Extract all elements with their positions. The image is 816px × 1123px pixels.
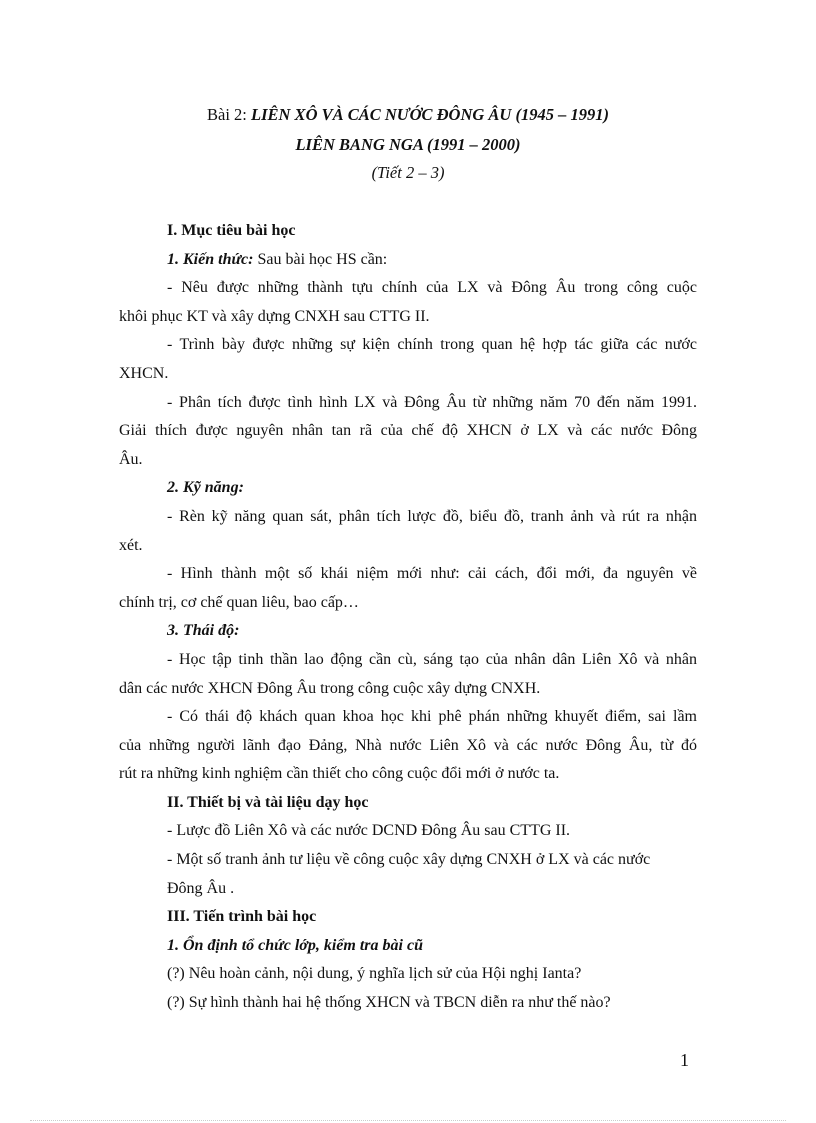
paragraph-line: khôi phục KT và xây dựng CNXH sau CTTG II. [119,307,430,325]
paragraph-line: của những người lãnh đạo Đảng, Nhà nước Liên Xô và các nước Đông Âu, từ đó [119,736,697,754]
paragraph-line: - Phân tích được tình hình LX và Đông Âu từ những năm 70 đến năm 1991. [167,393,697,411]
lesson-title-line1: LIÊN XÔ VÀ CÁC NƯỚC ĐÔNG ÂU (1945 – 1991) [251,105,609,124]
page-number: 1 [680,1050,689,1070]
paragraph-line: - Hình thành một số khái niệm mới như: cải cách, đổi mới, đa nguyên về [167,565,697,583]
paragraph-line: - Một số tranh ảnh tư liệu về công cuộc xây dựng CNXH ở LX và các nước [167,851,651,869]
lesson-title-line2: LIÊN BANG NGA (1991 – 2000) [295,135,521,154]
paragraph-line: dân các nước XHCN Đông Âu trong công cuộc xây dựng CNXH. [119,679,541,697]
paragraph-line: - Có thái độ khách quan khoa học khi phê phán những khuyết điểm, sai lầm [167,708,697,726]
section-heading: II. Thiết bị và tài liệu dạy học [167,793,369,811]
lesson-title [118,104,698,126]
section-heading: III. Tiến trình bài học [167,908,317,926]
section-heading: I. Mục tiêu bài học [167,222,296,239]
paragraph-line: Giải thích được nguyên nhân tan rã của chế độ XHCN ở LX và các nước Đông [119,422,697,440]
lesson-period: (Tiết 2 – 3) [371,163,445,182]
lesson-body [119,217,697,1018]
paragraph-line: chính trị, cơ chế quan liêu, bao cấp… [119,593,359,611]
paragraph-line: (?) Nêu hoàn cảnh, nội dung, ý nghĩa lịch sử của Hội nghị Ianta? [167,965,582,983]
paragraph-line: (?) Sự hình thành hai hệ thống XHCN và TBCN diễn ra như thế nào? [167,994,611,1012]
paragraph-line: xét. [119,536,143,554]
paragraph-line: - Trình bày được những sự kiện chính trong quan hệ hợp tác giữa các nước [167,336,697,354]
paragraph-line [119,246,697,275]
paragraph-line: - Lược đồ Liên Xô và các nước DCND Đông Âu sau CTTG II. [167,822,571,840]
subsection-heading: 1. Kiến thức: [167,250,254,268]
subsection-heading: 2. Kỹ năng: [167,479,244,497]
footer-divider [30,1120,786,1121]
paragraph-line: XHCN. [119,364,169,382]
subsection-heading: 1. Ổn định tổ chức lớp, kiểm tra bài cũ [167,936,423,954]
subsection-heading: 3. Thái độ: [167,622,240,640]
lesson-number: Bài 2: [207,105,252,124]
paragraph-line: - Học tập tinh thần lao động cần cù, sáng tạo của nhân dân Liên Xô và nhân [167,650,697,668]
paragraph-line: - Nêu được những thành tựu chính của LX và Đông Âu trong công cuộc [167,279,697,297]
paragraph-line: Đông Âu . [167,879,235,897]
paragraph-line: rút ra những kinh nghiệm cần thiết cho công cuộc đổi mới ở nước ta. [119,765,560,783]
paragraph-text: Sau bài học HS cần: [253,250,388,268]
paragraph-line: Âu. [119,450,143,468]
paragraph-line: - Rèn kỹ năng quan sát, phân tích lược đồ, biểu đồ, tranh ảnh và rút ra nhận [167,507,697,525]
